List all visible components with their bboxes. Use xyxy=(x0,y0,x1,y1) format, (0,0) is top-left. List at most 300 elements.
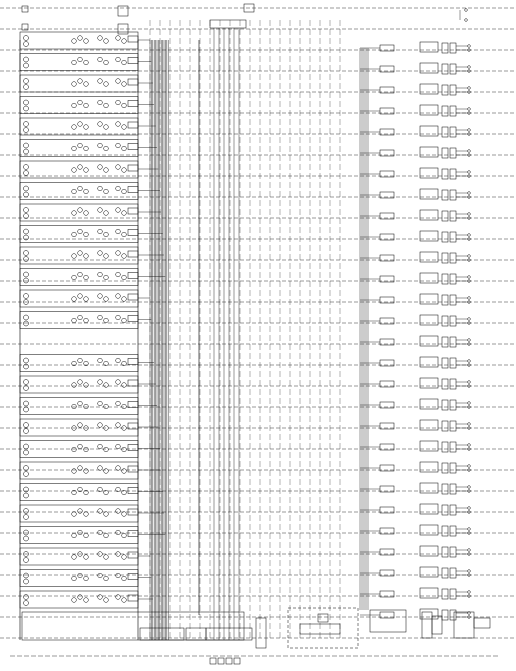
detector-icon xyxy=(24,36,29,41)
device-icon xyxy=(122,103,127,108)
output-panel xyxy=(454,612,474,638)
right-terminal-row xyxy=(360,399,470,410)
floor-equipment-row xyxy=(20,376,156,393)
device-icon xyxy=(84,125,89,130)
detector-icon xyxy=(24,407,29,412)
device-icon xyxy=(122,275,127,280)
terminal-dot xyxy=(468,192,471,195)
device-icon xyxy=(122,404,127,409)
device-icon xyxy=(116,122,121,127)
device-icon xyxy=(78,165,83,170)
terminal-block xyxy=(450,190,456,200)
detector-icon xyxy=(24,128,29,133)
terminal-block xyxy=(442,610,448,620)
module-box xyxy=(128,36,138,42)
floor-equipment-row xyxy=(20,204,161,221)
device-icon xyxy=(72,254,77,259)
floor-equipment-row xyxy=(20,140,157,157)
device-icon xyxy=(98,358,103,363)
detector-icon xyxy=(24,251,29,256)
device-icon xyxy=(122,232,127,237)
device-icon xyxy=(78,509,83,514)
device-icon xyxy=(122,39,127,44)
device-icon xyxy=(116,358,121,363)
terminal-block xyxy=(450,106,456,116)
terminal-block xyxy=(442,463,448,473)
terminal-block xyxy=(442,253,448,263)
device-icon xyxy=(116,100,121,105)
device-icon xyxy=(84,82,89,87)
device-icon xyxy=(72,297,77,302)
module-box xyxy=(128,574,138,580)
device-icon xyxy=(122,211,127,216)
device-icon xyxy=(78,122,83,127)
device-icon xyxy=(84,232,89,237)
terminal-dot xyxy=(468,276,471,279)
floor-panel-box xyxy=(20,591,138,608)
detector-icon xyxy=(24,401,29,406)
right-terminal-row xyxy=(360,252,470,263)
label-block xyxy=(420,84,438,94)
device-icon xyxy=(122,60,127,65)
detector-icon xyxy=(24,208,29,213)
device-icon xyxy=(98,36,103,41)
terminal-block xyxy=(450,442,456,452)
device-icon xyxy=(104,82,109,87)
device-icon xyxy=(104,146,109,151)
device-icon xyxy=(122,318,127,323)
detector-icon xyxy=(24,509,29,514)
device-icon xyxy=(104,297,109,302)
label-block xyxy=(420,315,438,325)
terminal-dot xyxy=(468,339,471,342)
floor-panel-box xyxy=(20,419,138,436)
terminal-block xyxy=(450,232,456,242)
terminal-block xyxy=(450,274,456,284)
detector-icon xyxy=(24,294,29,299)
label-block xyxy=(420,105,438,115)
terminal-block xyxy=(450,169,456,179)
right-terminal-row xyxy=(360,315,470,326)
terminal-block xyxy=(450,337,456,347)
device-icon xyxy=(98,423,103,428)
right-terminal-row xyxy=(360,357,470,368)
device-icon xyxy=(98,79,103,84)
floor-panel-box xyxy=(20,204,138,221)
device-icon xyxy=(116,294,121,299)
speaker-box xyxy=(432,616,442,634)
terminal-dot xyxy=(468,255,471,258)
module-box xyxy=(128,402,138,408)
module-box xyxy=(128,122,138,128)
device-icon xyxy=(78,444,83,449)
right-terminal-row xyxy=(360,42,470,53)
device-icon xyxy=(104,598,109,603)
label-block xyxy=(420,567,438,577)
floor-panel-box xyxy=(20,398,138,415)
grid-lines xyxy=(0,8,516,640)
small-box xyxy=(318,614,328,622)
floor-panel-box xyxy=(20,161,138,178)
device-icon xyxy=(104,404,109,409)
detector-icon xyxy=(24,272,29,277)
right-terminal-row xyxy=(360,168,470,179)
floor-equipment-row xyxy=(20,32,150,49)
device-icon xyxy=(98,380,103,385)
device-icon xyxy=(84,512,89,517)
device-icon xyxy=(122,168,127,173)
device-icon xyxy=(84,576,89,581)
terminal-block xyxy=(442,379,448,389)
right-terminal-row xyxy=(360,105,470,116)
floor-equipment-row xyxy=(20,505,164,522)
right-terminal-row xyxy=(360,210,470,221)
module-box xyxy=(128,316,138,322)
terminal-block xyxy=(442,589,448,599)
label-block xyxy=(420,441,438,451)
terminal-block xyxy=(442,526,448,536)
right-terminal-row xyxy=(360,567,470,578)
device-icon xyxy=(72,404,77,409)
device-icon xyxy=(98,573,103,578)
device-icon xyxy=(78,358,83,363)
detector-icon xyxy=(24,466,29,471)
device-icon xyxy=(84,254,89,259)
device-icon xyxy=(104,211,109,216)
terminal-dot xyxy=(468,528,471,531)
device-icon xyxy=(78,380,83,385)
device-icon xyxy=(98,143,103,148)
detector-icon xyxy=(24,558,29,563)
device-icon xyxy=(116,36,121,41)
terminal-block xyxy=(442,568,448,578)
detector-icon xyxy=(24,386,29,391)
device-icon xyxy=(98,165,103,170)
device-icon xyxy=(116,165,121,170)
floor-equipment-row xyxy=(20,118,156,135)
floor-equipment-row xyxy=(20,527,165,544)
terminal-block xyxy=(442,190,448,200)
label-block xyxy=(420,609,438,619)
detector-icon xyxy=(24,450,29,455)
device-icon xyxy=(116,315,121,320)
module-box xyxy=(128,251,138,257)
device-icon xyxy=(116,251,121,256)
floor-equipment-row xyxy=(20,75,153,92)
floor-equipment-row xyxy=(20,54,151,71)
floor-panel-box xyxy=(20,570,138,587)
terminal-block xyxy=(442,85,448,95)
bottom-terminal xyxy=(210,658,216,664)
label-block xyxy=(420,210,438,220)
device-icon xyxy=(98,229,103,234)
label-block xyxy=(420,546,438,556)
terminal-dot xyxy=(468,486,471,489)
device-icon xyxy=(104,275,109,280)
device-icon xyxy=(78,143,83,148)
detector-icon xyxy=(24,487,29,492)
floor-equipment-row xyxy=(20,226,163,243)
device-icon xyxy=(122,189,127,194)
terminal-block xyxy=(442,505,448,515)
device-icon xyxy=(116,186,121,191)
device-icon xyxy=(72,189,77,194)
device-icon xyxy=(84,383,89,388)
terminal-dot xyxy=(468,45,471,48)
label-block xyxy=(420,126,438,136)
terminal-block xyxy=(450,484,456,494)
floor-panel-box xyxy=(20,54,138,71)
right-terminal-row xyxy=(360,441,470,452)
terminal-dot xyxy=(468,507,471,510)
right-terminal-row xyxy=(360,483,470,494)
right-terminal-row xyxy=(360,63,470,74)
device-icon xyxy=(78,229,83,234)
terminal-block xyxy=(450,421,456,431)
detector-icon xyxy=(24,380,29,385)
terminal-dot xyxy=(468,570,471,573)
device-icon xyxy=(104,469,109,474)
detector-icon xyxy=(24,229,29,234)
terminal-block xyxy=(442,337,448,347)
device-icon xyxy=(84,533,89,538)
module-box xyxy=(128,552,138,558)
terminal-dot xyxy=(468,108,471,111)
terminal-block xyxy=(442,148,448,158)
label-block xyxy=(420,168,438,178)
device-icon xyxy=(72,211,77,216)
module-box xyxy=(128,58,138,64)
terminal-dot xyxy=(468,381,471,384)
top-box xyxy=(118,6,128,16)
amplifier-box xyxy=(370,610,406,632)
label-block xyxy=(420,336,438,346)
module-box xyxy=(128,445,138,451)
right-terminal-row xyxy=(360,231,470,242)
terminal-dot xyxy=(468,87,471,90)
module-box xyxy=(128,380,138,386)
side-panel xyxy=(256,618,266,648)
device-icon xyxy=(78,423,83,428)
label-block xyxy=(420,378,438,388)
module-box xyxy=(128,273,138,279)
device-icon xyxy=(98,509,103,514)
label-block xyxy=(420,42,438,52)
terminal-block xyxy=(450,64,456,74)
terminal-block xyxy=(450,610,456,620)
terminal-block xyxy=(450,253,456,263)
device-icon xyxy=(84,146,89,151)
device-icon xyxy=(104,576,109,581)
terminal-block xyxy=(442,106,448,116)
terminal-dot xyxy=(468,423,471,426)
floor-equipment-row xyxy=(20,591,153,608)
device-icon xyxy=(116,573,121,578)
device-icon xyxy=(78,466,83,471)
floor-panel-box xyxy=(20,505,138,522)
device-icon xyxy=(72,103,77,108)
floor-panel-box xyxy=(20,247,138,264)
right-terminal-row xyxy=(360,273,470,284)
device-icon xyxy=(98,444,103,449)
device-icon xyxy=(116,423,121,428)
device-icon xyxy=(78,100,83,105)
detector-icon xyxy=(24,321,29,326)
device-icon xyxy=(116,444,121,449)
terminal-block xyxy=(450,379,456,389)
device-icon xyxy=(78,36,83,41)
speaker-box xyxy=(422,612,432,638)
terminal-dot xyxy=(468,591,471,594)
terminal-block xyxy=(442,295,448,305)
detector-icon xyxy=(24,57,29,62)
device-icon xyxy=(116,509,121,514)
module-box xyxy=(128,79,138,85)
device-icon xyxy=(122,576,127,581)
floor-panel-box xyxy=(20,462,138,479)
terminal-block xyxy=(450,358,456,368)
module-box xyxy=(128,208,138,214)
device-icon xyxy=(98,294,103,299)
right-terminal-row xyxy=(360,84,470,95)
terminal-block xyxy=(450,526,456,536)
detector-icon xyxy=(24,573,29,578)
device-icon xyxy=(84,168,89,173)
device-icon xyxy=(122,598,127,603)
device-icon xyxy=(72,39,77,44)
terminal-block xyxy=(450,400,456,410)
floor-panel-box xyxy=(20,527,138,544)
detector-icon xyxy=(24,493,29,498)
device-icon xyxy=(104,39,109,44)
terminal-block xyxy=(442,484,448,494)
device-icon xyxy=(72,318,77,323)
device-icon xyxy=(84,469,89,474)
device-icon xyxy=(78,79,83,84)
detector-icon xyxy=(24,601,29,606)
label-block xyxy=(420,420,438,430)
label-block xyxy=(420,294,438,304)
label-block xyxy=(420,399,438,409)
device-icon xyxy=(84,297,89,302)
floor-panel-box xyxy=(20,32,138,49)
device-icon xyxy=(84,275,89,280)
label-block xyxy=(420,231,438,241)
device-icon xyxy=(98,122,103,127)
device-icon xyxy=(98,208,103,213)
device-icon xyxy=(98,100,103,105)
detector-icon xyxy=(24,429,29,434)
bottom-terminal xyxy=(226,658,232,664)
device-icon xyxy=(78,272,83,277)
floor-equipment-row xyxy=(20,484,163,501)
floor-equipment-row xyxy=(20,419,158,436)
detector-icon xyxy=(24,315,29,320)
device-icon xyxy=(116,229,121,234)
device-icon xyxy=(72,576,77,581)
terminal-block xyxy=(450,85,456,95)
terminal-block xyxy=(450,505,456,515)
device-icon xyxy=(98,466,103,471)
output-panel xyxy=(474,618,490,628)
terminal-block xyxy=(450,211,456,221)
terminal-block xyxy=(450,148,456,158)
label-block xyxy=(420,525,438,535)
device-icon xyxy=(104,512,109,517)
terminal-block xyxy=(442,232,448,242)
device-icon xyxy=(72,125,77,130)
terminal-dot xyxy=(468,318,471,321)
device-icon xyxy=(116,401,121,406)
device-icon xyxy=(122,125,127,130)
device-icon xyxy=(122,254,127,259)
device-icon xyxy=(84,103,89,108)
floor-equipment-row xyxy=(20,462,161,479)
device-icon xyxy=(78,573,83,578)
floor-equipment-row xyxy=(20,548,150,565)
terminal-block xyxy=(442,547,448,557)
device-icon xyxy=(78,530,83,535)
floor-equipment-row xyxy=(20,355,154,372)
device-icon xyxy=(98,595,103,600)
detector-icon xyxy=(24,42,29,47)
right-terminal-row xyxy=(360,294,470,305)
device-icon xyxy=(78,57,83,62)
device-icon xyxy=(72,82,77,87)
terminal-dot xyxy=(468,297,471,300)
module-box xyxy=(128,531,138,537)
main-cabinet xyxy=(22,612,244,640)
device-icon xyxy=(98,315,103,320)
label-block xyxy=(420,462,438,472)
floor-equipment-row xyxy=(20,161,158,178)
device-icon xyxy=(104,60,109,65)
device-icon xyxy=(72,275,77,280)
terminal-block xyxy=(450,43,456,53)
detector-icon xyxy=(24,149,29,154)
floor-equipment-row xyxy=(20,97,154,114)
floor-panel-box xyxy=(20,312,138,329)
right-terminal-row xyxy=(360,546,470,557)
floor-panel-box xyxy=(20,355,138,372)
floor-equipment-row xyxy=(20,398,157,415)
terminal-dot xyxy=(468,171,471,174)
terminal-dot xyxy=(468,444,471,447)
label-block xyxy=(420,147,438,157)
device-icon xyxy=(78,315,83,320)
module-box xyxy=(128,294,138,300)
module-box xyxy=(128,359,138,365)
detector-icon xyxy=(24,192,29,197)
terminal-block xyxy=(442,421,448,431)
device-icon xyxy=(122,533,127,538)
device-icon xyxy=(78,294,83,299)
terminal-dot xyxy=(468,549,471,552)
right-terminal-row xyxy=(360,462,470,473)
floor-panel-box xyxy=(20,290,138,307)
floor-panel-box xyxy=(20,97,138,114)
terminal-dot xyxy=(468,234,471,237)
device-icon xyxy=(122,297,127,302)
detector-icon xyxy=(24,530,29,535)
device-icon xyxy=(104,254,109,259)
device-icon xyxy=(98,186,103,191)
module-box xyxy=(128,466,138,472)
device-icon xyxy=(78,186,83,191)
device-icon xyxy=(122,469,127,474)
right-terminal-row xyxy=(360,147,470,158)
device-icon xyxy=(72,555,77,560)
